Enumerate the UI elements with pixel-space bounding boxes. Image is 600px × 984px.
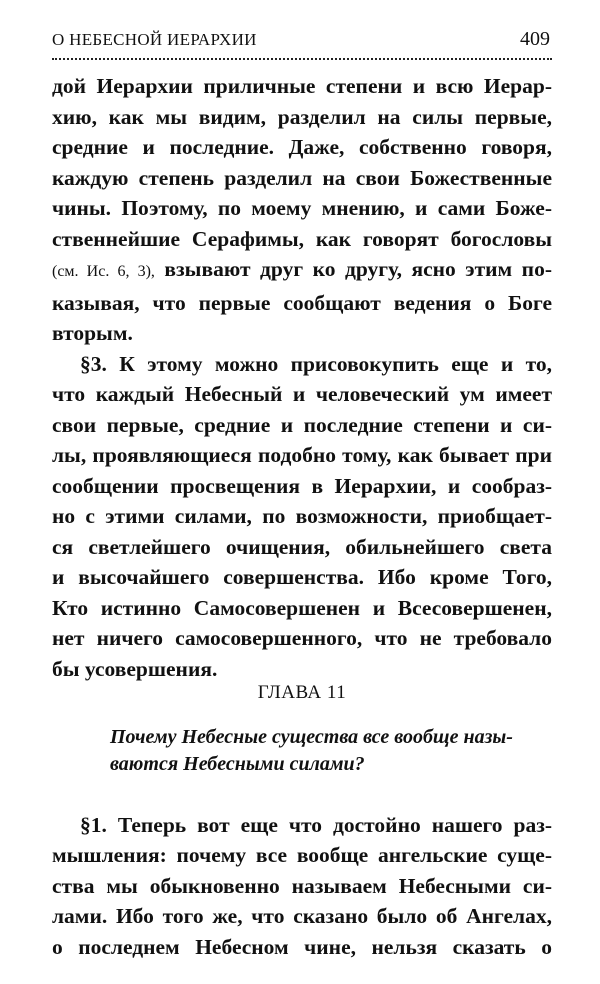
- chapter-heading: ГЛАВА 11: [257, 682, 347, 703]
- subtitle-line: ваются Небесными силами?: [110, 753, 365, 775]
- text-segment: взывают друг ко другу, ясно этим по-: [154, 257, 552, 281]
- text-line: §3. К этому можно присовокупить еще и то,: [80, 351, 552, 376]
- text-line: о последнем Небесном чине, нельзя сказать о: [52, 934, 552, 959]
- text-line: бы усовершения.: [52, 656, 218, 681]
- text-line: что каждый Небесный и человеческий ум имеет: [52, 382, 552, 406]
- paragraph-section-3: [52, 349, 552, 685]
- paragraph-section-1: [52, 810, 552, 963]
- text-line: Кто истинно Самосовершенен и Всесовершенен,: [52, 595, 552, 620]
- text-line: ства мы обыкновенно называем Небесными си-: [52, 873, 552, 898]
- text-line: и высочайшего совершенства. Ибо кроме Того,: [52, 565, 552, 589]
- paragraph-continued: [52, 71, 552, 349]
- page-header: [52, 28, 552, 60]
- text-line: но с этими силами, по возможности, приобщает-: [52, 504, 552, 528]
- text-line: дой Иерархии приличные степени и всю Иерар-: [52, 74, 552, 98]
- text-line: лы, проявляющиеся подобно тому, как бывает при: [52, 443, 552, 467]
- text-line: сообщении просвещения в Иерархии, и сообраз-: [52, 473, 552, 498]
- text-line: хию, как мы видим, разделил на силы первые,: [52, 104, 552, 129]
- subtitle-line: Почему Небесные существа все вообще назы-: [110, 726, 513, 748]
- text-line: средние и последние. Даже, собственно говоря,: [52, 135, 552, 159]
- text-line: нет ничего самосовершенного, что не требовало: [52, 626, 552, 650]
- text-line: вторым.: [52, 321, 133, 345]
- text-line: лами. Ибо того же, что сказано было об Ангелах,: [52, 904, 552, 928]
- chapter-subtitle: [110, 724, 550, 778]
- running-title: О НЕБЕСНОЙ ИЕРАРХИИ: [52, 30, 257, 49]
- page-number: 409: [520, 28, 550, 50]
- text-line: ственнейшие Серафимы, как говорят богословы: [52, 226, 552, 251]
- text-line: §1. Теперь вот еще что достойно нашего раз-: [80, 812, 552, 837]
- text-line: свои первые, средние и последние степени и си-: [52, 412, 552, 437]
- scripture-reference: (см. Ис. 6, 3),: [52, 263, 155, 280]
- text-line: чины. Поэтому, по моему мнению, и сами Боже-: [52, 196, 552, 220]
- text-line-with-reference: [52, 254, 552, 288]
- body-text-top: [52, 71, 552, 684]
- text-line: мышления: почему все вообще ангельские суще-: [52, 843, 552, 867]
- text-line: каждую степень разделил на свои Божественные: [52, 165, 552, 190]
- text-line: ся светлейшего очищения, обильнейшего света: [52, 534, 552, 559]
- text-line: казывая, что первые сообщают ведения о Боге: [52, 290, 552, 315]
- body-text-bottom: [52, 788, 552, 984]
